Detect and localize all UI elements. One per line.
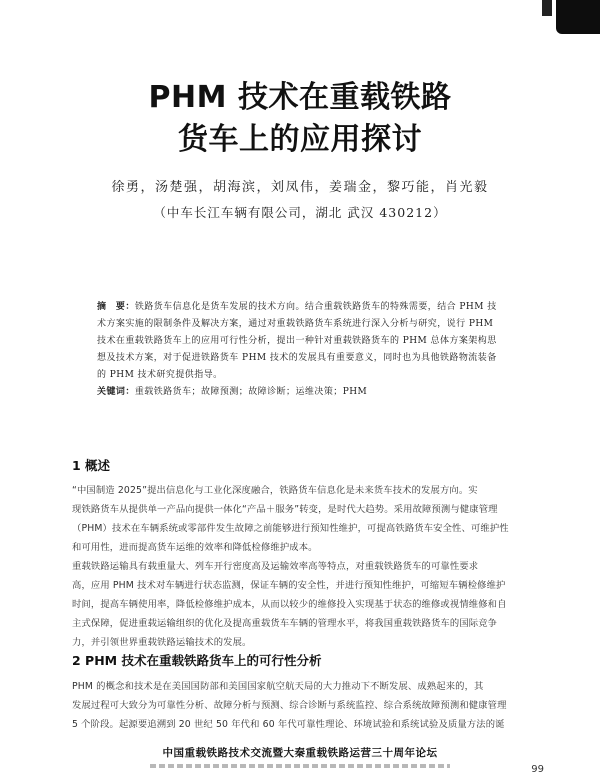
abstract-block <box>97 299 497 401</box>
section-2-line: 发展过程可大致分为可靠性分析、故障分析与预测、综合诊断与系统监控、综合系统故障预测和健康管理 <box>72 700 507 711</box>
paper-title-line-2: 货车上的应用探讨 <box>178 122 422 157</box>
section-1-line: （PHM）技术在车辆系统或零部件发生故障之前能够进行预知性维护，可提高铁路货车安全性、可维护性 <box>72 523 509 534</box>
conference-footer: 中国重载铁路技术交流暨大秦重载铁路运营三十周年论坛 <box>162 747 438 759</box>
section-1-line: 和可用性，进而提高货车运维的效率和降低检修维护成本。 <box>72 542 318 553</box>
keywords-text: 重载铁路货车；故障预测；故障诊断；运维决策；PHM <box>134 387 368 397</box>
author-list: 徐勇，汤楚强，胡海滨，刘凤伟，姜瑞金，黎巧能，肖光毅 <box>111 180 489 195</box>
scan-edge-mark <box>556 0 600 34</box>
page-number: 99 <box>531 764 544 775</box>
section-1-heading: 1 概述 <box>72 458 111 473</box>
abstract-paragraph <box>97 299 497 384</box>
section-2-line: PHM 的概念和技术是在美国国防部和美国国家航空航天局的大力推动下不断发展、成熟起来的，其 <box>72 681 484 692</box>
keywords-label: 关键词： <box>97 387 135 397</box>
author-affiliation: （中车长江车辆有限公司，湖北 武汉 430212） <box>153 205 447 220</box>
abstract-label: 摘 要： <box>97 302 135 312</box>
section-1-line: 力，并引领世界重载铁路运输技术的发展。 <box>72 637 252 648</box>
section-2-heading: 2 PHM 技术在重载铁路货车上的可行性分析 <box>72 653 322 668</box>
section-1-line: “中国制造 2025”提出信息化与工业化深度融合，铁路货车信息化是未来货车技术的发展方向。实 <box>72 485 478 496</box>
keywords-paragraph <box>97 384 497 401</box>
scan-edge-mark-small <box>542 0 552 16</box>
abstract-text: 铁路货车信息化是货车发展的技术方向。结合重载铁路货车的特殊需要，结合 PHM 技术方案实施的限制条件及解决方案，通过对重载铁路货车系统进行深入分析与研究，说行 PHM 技术在重载铁路货车上的应用可行性分析，提出一种针对重载铁路货车的 PHM 总体方案架构思想及技术方案，对于促进铁路货车 PHM 技术的发展具有重要意义，同时也为具他铁路物流装备的 PHM 技术研究提供指导。 <box>97 302 497 380</box>
section-2-line: 5 个阶段。起源要追溯到 20 世纪 50 年代和 60 年代可靠性理论、环境试验和系统试验及质量方法的诞 <box>72 719 505 730</box>
section-1-line: 重载铁路运输具有载重量大、列车开行密度高及运输效率高等特点，对重载铁路货车的可靠性要求 <box>72 561 479 572</box>
section-1-line: 主式保障，促进重载运输组织的优化及提高重载货车车辆的管理水平，将我国重载铁路货车的国际竞争 <box>72 618 498 629</box>
footer-rule <box>150 764 450 768</box>
section-1-line: 时间，提高车辆使用率，降低检修维护成本，从而以较少的维修投入实现基于状态的维修或视情维修和自 <box>72 599 507 610</box>
section-1-line: 现铁路货车从提供单一产品向提供一体化“产品＋服务”转变，是时代大趋势。采用故障预测与健康管理 <box>72 504 498 515</box>
section-1-line: 高，应用 PHM 技术对车辆进行状态监测，保证车辆的安全性，并进行预知性维护，可缩短车辆检修维护 <box>72 580 506 591</box>
paper-title-line-1: PHM 技术在重载铁路 <box>148 80 452 115</box>
